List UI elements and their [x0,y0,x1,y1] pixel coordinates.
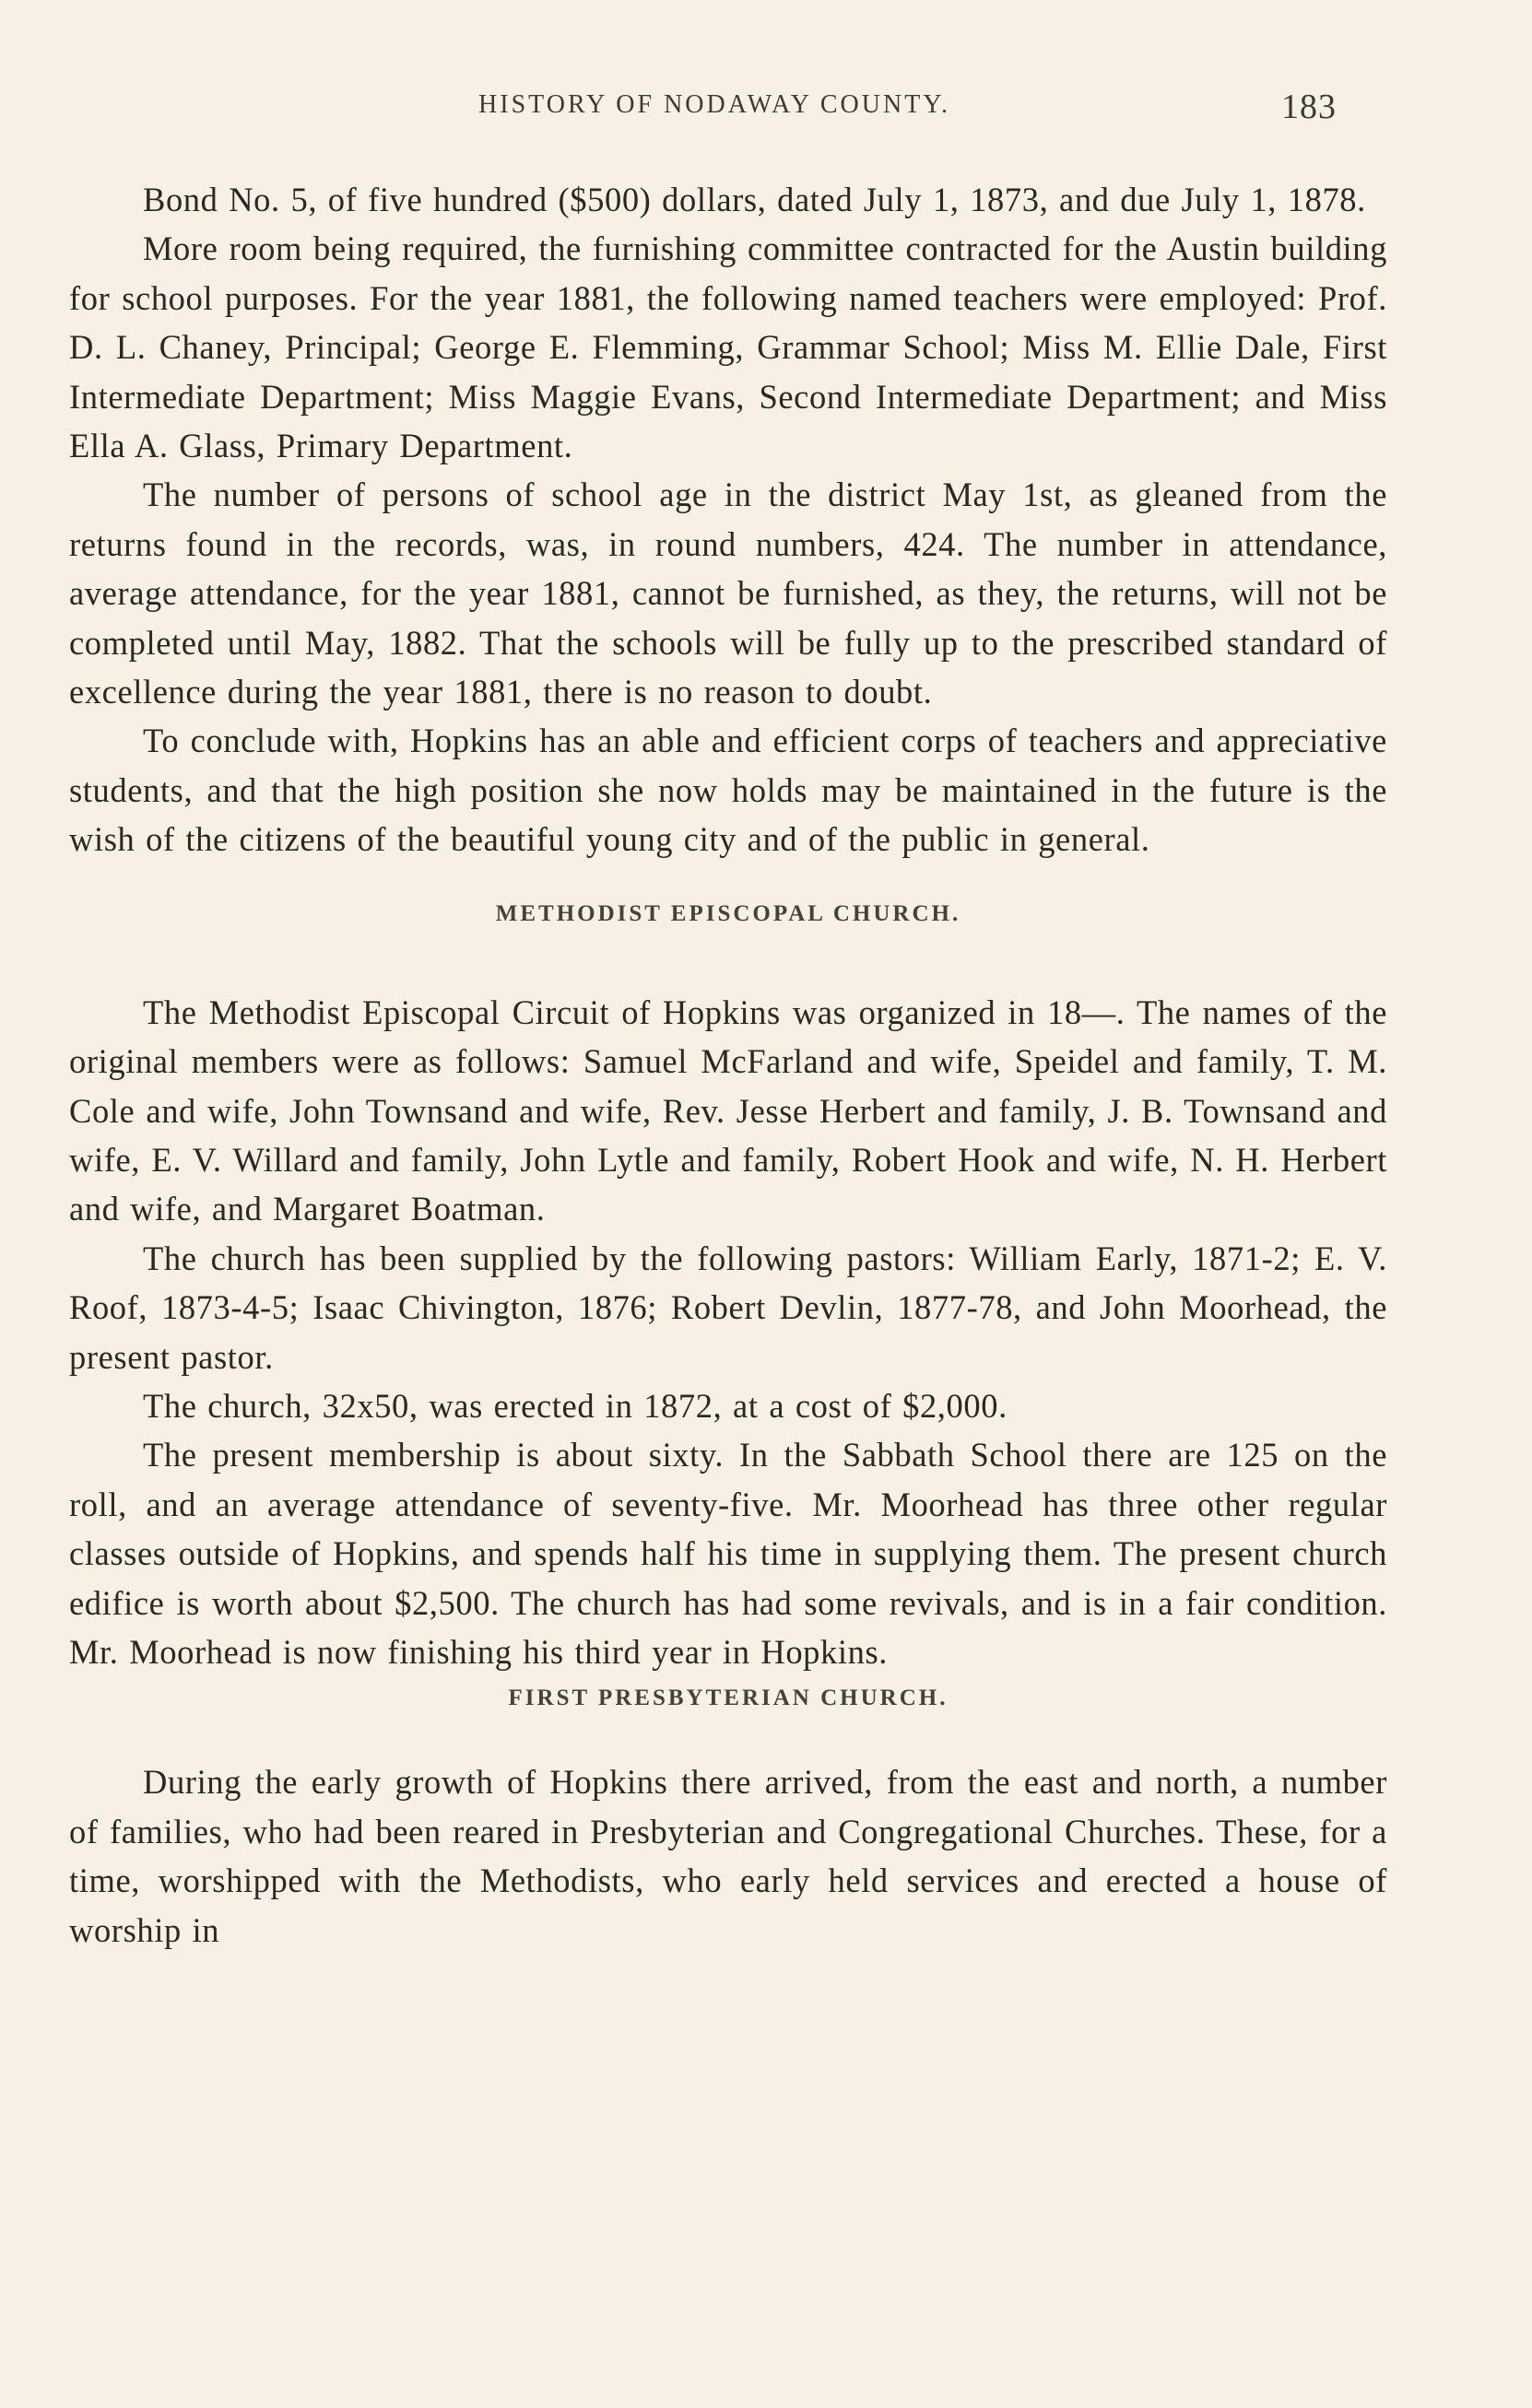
paragraph-bond: Bond No. 5, of five hundred ($500) dollars, dated July 1, 1873, and due July 1, 1878. [143,181,1366,218]
section-heading-methodist: METHODIST EPISCOPAL CHURCH. [495,900,961,926]
paragraph-methodist-membership: The present membership is about sixty. In the Sabbath School there are 125 on the roll, and an average attendance of seventy-five. Mr. Moorhead has three other regular classes outside of Hopkins, and spends half his time in supplying them. The present church edifice is worth about $2,500. The church has had some revivals, and is in a fair condition. Mr. Moorhead is now finishing his third year in Hopkins. [69,1436,1387,1671]
running-title: HISTORY OF NODAWAY COUNTY. [478,90,950,119]
section-heading-presbyterian: FIRST PRESBYTERIAN CHURCH. [508,1686,949,1711]
running-head [0,90,1532,131]
paragraph-presbyterian-origins: During the early growth of Hopkins there arrived, from the east and north, a number of families, who had been reared in Presbyterian and Congregational Churches. These, for a time, worshipped with the Methodists, who early held services and erected a house of worship in [69,1763,1387,1949]
paragraph-school-age: The number of persons of school age in the district May 1st, as gleaned from the returns found in the records, was, in round numbers, 424. The number in attendance, average attendance, for the year 1881, cannot be furnished, as they, the returns, will not be completed until May, 1882. That the schools will be fully up to the prescribed standard of excellence during the year 1881, there is no reason to doubt. [69,476,1387,711]
paragraph-conclusion: To conclude with, Hopkins has an able and efficient corps of teachers and appreciative students, and that the high position she now holds may be maintained in the future is the wish of the citizens of the beautiful young city and of the public in general. [69,722,1387,859]
body-text [69,175,1387,1955]
paragraph-methodist-members: The Methodist Episcopal Circuit of Hopkins was organized in 18—. The names of the original members were as follows: Samuel McFarland and wife, Speidel and family, T. M. Cole and wife, John Townsand and wife, Rev. Jesse Herbert and family, J. B. Townsand and wife, E. V. Willard and family, John Lytle and family, Robert Hook and wife, N. H. Herbert and wife, and Margaret Boatman. [69,993,1387,1228]
paragraph-teachers: More room being required, the furnishing committee contracted for the Austin building for school purposes. For the year 1881, the following named teachers were employed: Prof. D. L. Chaney, Principal; George E. Flemming, Grammar School; Miss M. Ellie Dale, First Intermediate Department; Miss Maggie Evans, Second Intermediate Department; and Miss Ella A. Glass, Primary Department. [69,229,1387,465]
paragraph-methodist-pastors: The church has been supplied by the following pastors: William Early, 1871-2; E. V. Roof, 1873-4-5; Isaac Chivington, 1876; Robert Devlin, 1877-78, and John Moorhead, the present pastor. [69,1239,1387,1376]
page-number: 183 [1281,88,1337,126]
paragraph-methodist-building: The church, 32x50, was erected in 1872, at a cost of $2,000. [143,1386,1008,1425]
